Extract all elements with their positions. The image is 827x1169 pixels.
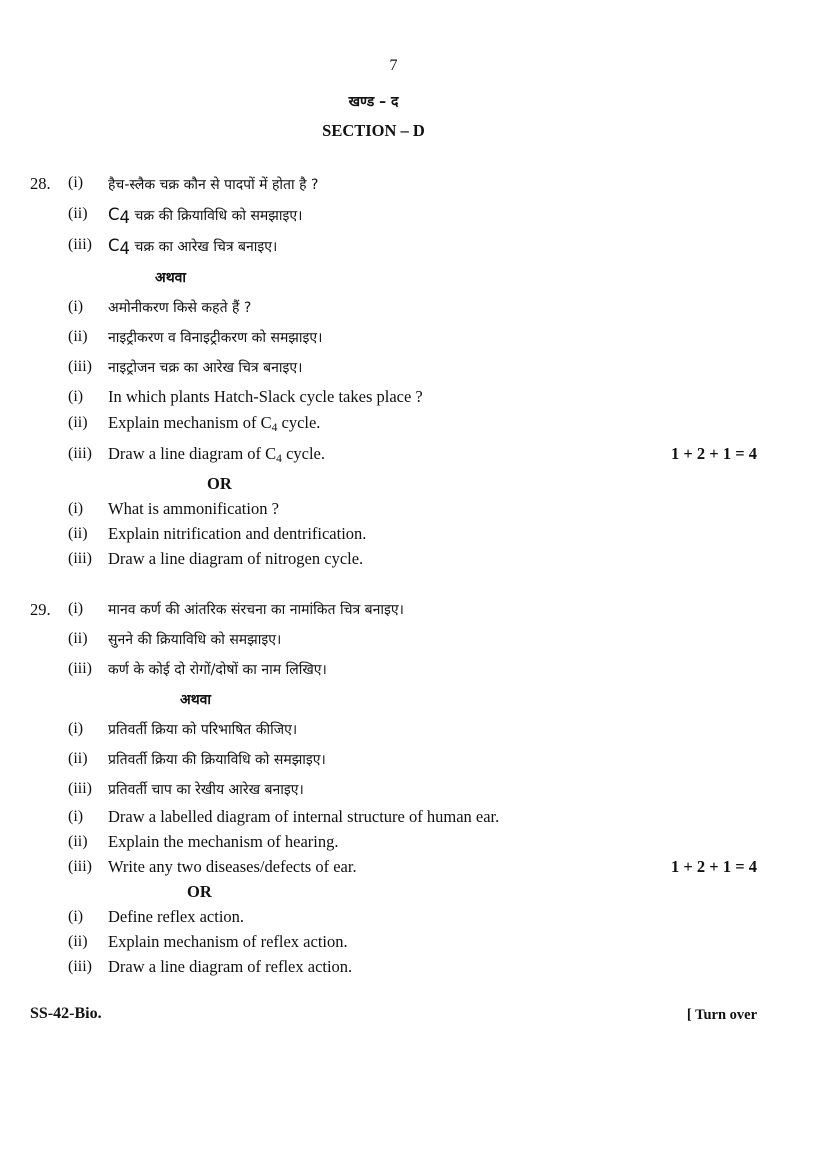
- item-roman: (iii): [68, 358, 92, 375]
- turn-over-label: [ Turn over: [686, 1007, 757, 1023]
- question-text: Draw a line diagram of nitrogen cycle.: [108, 549, 364, 568]
- question-text: Explain the mechanism of hearing.: [108, 832, 339, 851]
- item-roman: (i): [68, 174, 84, 191]
- item-roman: (iii): [68, 958, 92, 975]
- question-text: अमोनीकरण किसे कहते हैं ?: [108, 300, 252, 316]
- question-text: Explain nitrification and dentrification.: [108, 524, 367, 543]
- question-text: प्रतिवर्ती चाप का रेखीय आरेख बनाइए।: [108, 782, 304, 798]
- item-roman: (i): [68, 720, 84, 737]
- question-text: मानव कर्ण की आंतरिक संरचना का नामांकित चित्र बनाइए।: [108, 602, 404, 618]
- item-roman: (iii): [68, 236, 92, 253]
- item-roman: (i): [68, 808, 84, 825]
- question-text: Define reflex action.: [108, 907, 245, 926]
- item-roman: (i): [68, 500, 84, 517]
- item-roman: (ii): [68, 833, 88, 850]
- question-text: सुनने की क्रियाविधि को समझाइए।: [108, 632, 282, 648]
- or-separator-english: OR: [207, 474, 232, 493]
- marks-label: 1 + 2 + 1 = 4: [671, 444, 757, 463]
- paper-code: SS-42-Bio.: [30, 1005, 102, 1022]
- or-separator-hindi: अथवा: [180, 692, 212, 708]
- question-text: Draw a labelled diagram of internal structure of human ear.: [108, 807, 500, 826]
- question-text: $C_4$ चक्र का आरेख चित्र बनाइए।: [108, 236, 278, 258]
- item-roman: (iii): [68, 780, 92, 797]
- item-roman: (i): [68, 298, 84, 315]
- section-title-english: SECTION – D: [322, 121, 425, 140]
- item-roman: (iii): [68, 858, 92, 875]
- question-text: नाइट्रीकरण व विनाइट्रीकरण को समझाइए।: [108, 330, 323, 346]
- item-roman: (ii): [68, 750, 88, 767]
- item-roman: (ii): [68, 328, 88, 345]
- question-text: $C_4$ चक्र की क्रियाविधि को समझाइए।: [108, 205, 303, 227]
- question-number: 28.: [30, 174, 51, 193]
- question-text: प्रतिवर्ती क्रिया को परिभाषित कीजिए।: [108, 722, 298, 738]
- page-number: 7: [389, 57, 398, 74]
- item-roman: (i): [68, 600, 84, 617]
- item-roman: (ii): [68, 525, 88, 542]
- question-text: Draw a line diagram of $C_4$ cycle.: [108, 444, 325, 465]
- question-text: What is ammonification ?: [108, 499, 279, 518]
- question-text: Explain mechanism of reflex action.: [108, 932, 348, 951]
- question-text: Explain mechanism of $C_4$ cycle.: [108, 413, 321, 434]
- or-separator-hindi: अथवा: [155, 270, 187, 286]
- question-text: In which plants Hatch-Slack cycle takes place ?: [108, 387, 423, 406]
- item-roman: (iii): [68, 660, 92, 677]
- item-roman: (iii): [68, 550, 92, 567]
- item-roman: (ii): [68, 414, 88, 431]
- item-roman: (i): [68, 908, 84, 925]
- item-roman: (ii): [68, 630, 88, 647]
- marks-label: 1 + 2 + 1 = 4: [671, 857, 757, 876]
- question-text: कर्ण के कोई दो रोगों/दोषों का नाम लिखिए।: [108, 662, 327, 678]
- item-roman: (i): [68, 388, 84, 405]
- question-text: नाइट्रोजन चक्र का आरेख चित्र बनाइए।: [108, 360, 303, 376]
- item-roman: (ii): [68, 933, 88, 950]
- question-text: प्रतिवर्ती क्रिया की क्रियाविधि को समझाइए।: [108, 752, 326, 768]
- or-separator-english: OR: [187, 882, 212, 901]
- question-text: Write any two diseases/defects of ear.: [108, 857, 357, 876]
- question-text: Draw a line diagram of reflex action.: [108, 957, 353, 976]
- item-roman: (iii): [68, 445, 92, 462]
- question-text: हैच-स्लैक चक्र कौन से पादपों में होता है ?: [108, 177, 319, 193]
- question-number: 29.: [30, 600, 51, 619]
- item-roman: (ii): [68, 205, 88, 222]
- section-title-hindi: खण्ड – द: [348, 94, 399, 110]
